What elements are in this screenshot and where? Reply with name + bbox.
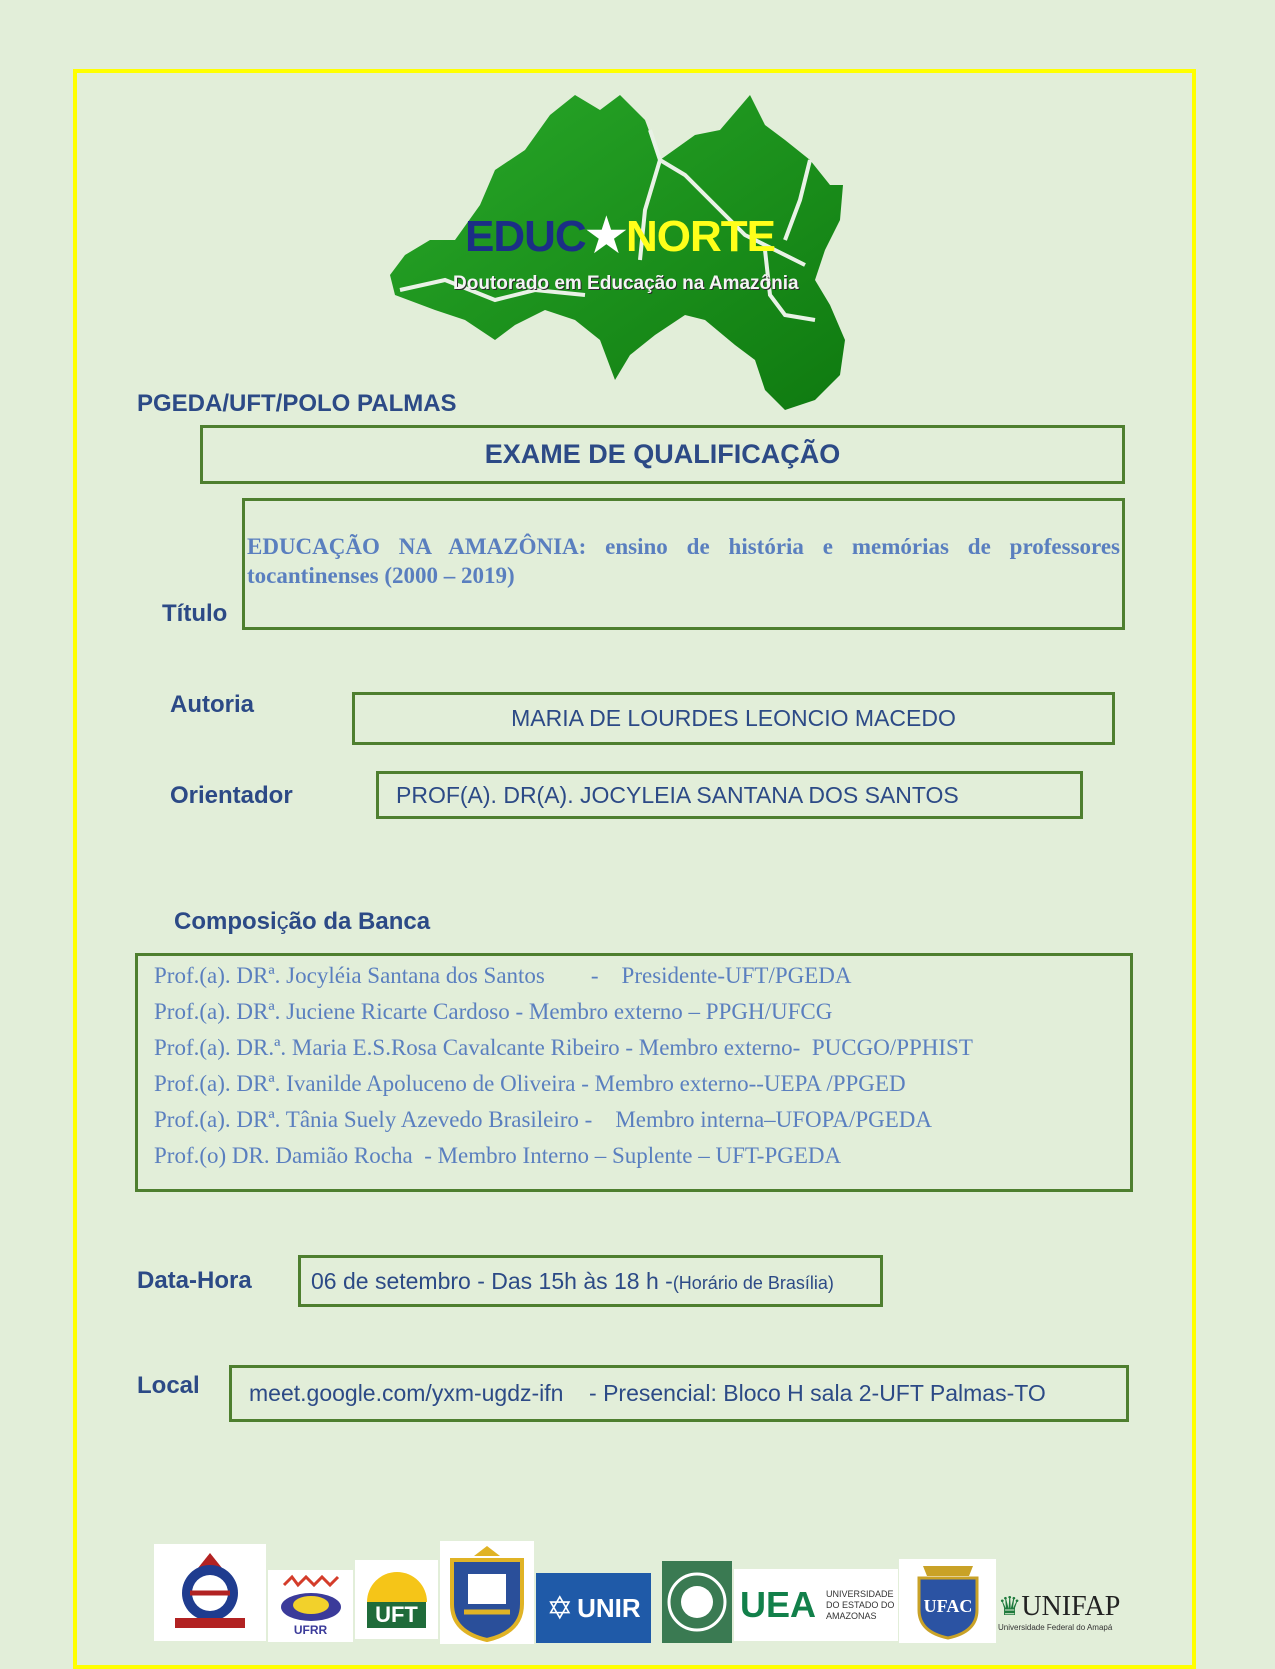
banca-label: Composição da Banca (174, 908, 431, 935)
autoria-box (352, 692, 1115, 745)
brand-right-text: NORTE (625, 212, 775, 261)
uft-logo (355, 1560, 438, 1639)
brand-left-text: EDUC (465, 212, 586, 261)
uft-label: UFT (367, 1602, 426, 1628)
unir-symbol-icon: ✡ (546, 1590, 574, 1626)
titulo-box (242, 498, 1125, 630)
star-icon: ★ (585, 209, 626, 261)
ufrr-emblem-icon (276, 1575, 346, 1623)
crest-shield-icon (909, 1560, 987, 1642)
unifap-flame-icon: ♛ (998, 1591, 1022, 1621)
data-hora-label: Data-Hora (137, 1267, 252, 1294)
ufopa-logo (440, 1541, 534, 1644)
unir-logo (536, 1573, 651, 1643)
unir-label: UNIR (577, 1592, 641, 1623)
titulo-label: Título (162, 600, 228, 627)
data-hora-value: 06 de setembro - Das 15h às 18 h - (311, 1268, 673, 1294)
banca-member: Prof.(o) DR. Damião Rocha - Membro Interno – Suplente – UFT-PGEDA (154, 1143, 842, 1168)
sunrise-icon (362, 1572, 432, 1602)
orientador-box (376, 771, 1083, 819)
banca-member: Prof.(a). DRª. Juciene Ricarte Cardoso - Membro externo – PPGH/UFCG (154, 999, 833, 1024)
uea-label: UEA (740, 1584, 817, 1625)
educanorte-logo (385, 90, 875, 410)
ufrr-label: UFRR (293, 1623, 328, 1637)
unifap-label: UNIFAP (1021, 1590, 1121, 1622)
ufrr-logo (268, 1570, 353, 1642)
banca-box (135, 953, 1133, 1192)
autoria-label: Autoria (170, 691, 254, 718)
unifap-full-label: Universidade Federal do Amapá (998, 1622, 1113, 1632)
crest-icon (160, 1548, 260, 1638)
shield-icon (444, 1544, 530, 1642)
banca-member: Prof.(a). DR.ª. Maria E.S.Rosa Cavalcante Ribeiro - Membro externo- PUCGO/PPHIST (154, 1035, 973, 1060)
uea-logo: UEA UNIVERSIDADE DO ESTADO DO AMAZONAS (734, 1569, 898, 1641)
logo-tagline: Doutorado em Educação na Amazônia (453, 273, 799, 294)
autoria-value: MARIA DE LOURDES LEONCIO MACEDO (511, 705, 956, 731)
local-box (229, 1365, 1129, 1422)
unifesspa-logo (154, 1544, 266, 1641)
banca-member: Prof.(a). DRª. Tânia Suely Azevedo Brasileiro - Membro interna–UFOPA/PGEDA (154, 1107, 933, 1132)
exam-title-box (200, 425, 1125, 484)
unifap-logo (998, 1579, 1121, 1643)
banca-member: Prof.(a). DRª. Ivanilde Apoluceno de Oliveira - Membro externo--UEPA /PPGED (154, 1071, 906, 1096)
exam-title: EXAME DE QUALIFICAÇÃO (484, 439, 841, 469)
unifesspa-seal-logo (662, 1561, 732, 1643)
ufac-logo (899, 1559, 996, 1643)
banca-member: Prof.(a). DRª. Jocyléia Santana dos Santos - Presidente-UFT/PGEDA (154, 963, 852, 988)
data-hora-note: (Horário de Brasília) (672, 1273, 834, 1293)
orientador-value: PROF(A). DR(A). JOCYLEIA SANTANA DOS SANTOS (396, 782, 959, 808)
program-name: PGEDA/UFT/POLO PALMAS (137, 390, 457, 417)
orientador-label: Orientador (170, 782, 293, 809)
seal-icon (666, 1571, 728, 1633)
local-value: meet.google.com/yxm-ugdz-ifn - Presencial: Bloco H sala 2-UFT Palmas-TO (249, 1380, 1046, 1406)
data-hora-box (298, 1255, 883, 1307)
svg-text:UFAC: UFAC (923, 1596, 972, 1616)
local-label: Local (137, 1372, 200, 1399)
titulo-value: EDUCAÇÃO NA AMAZÔNIA: ensino de história e memórias de professores tocantinenses (2000 – 2019) (247, 534, 1120, 588)
